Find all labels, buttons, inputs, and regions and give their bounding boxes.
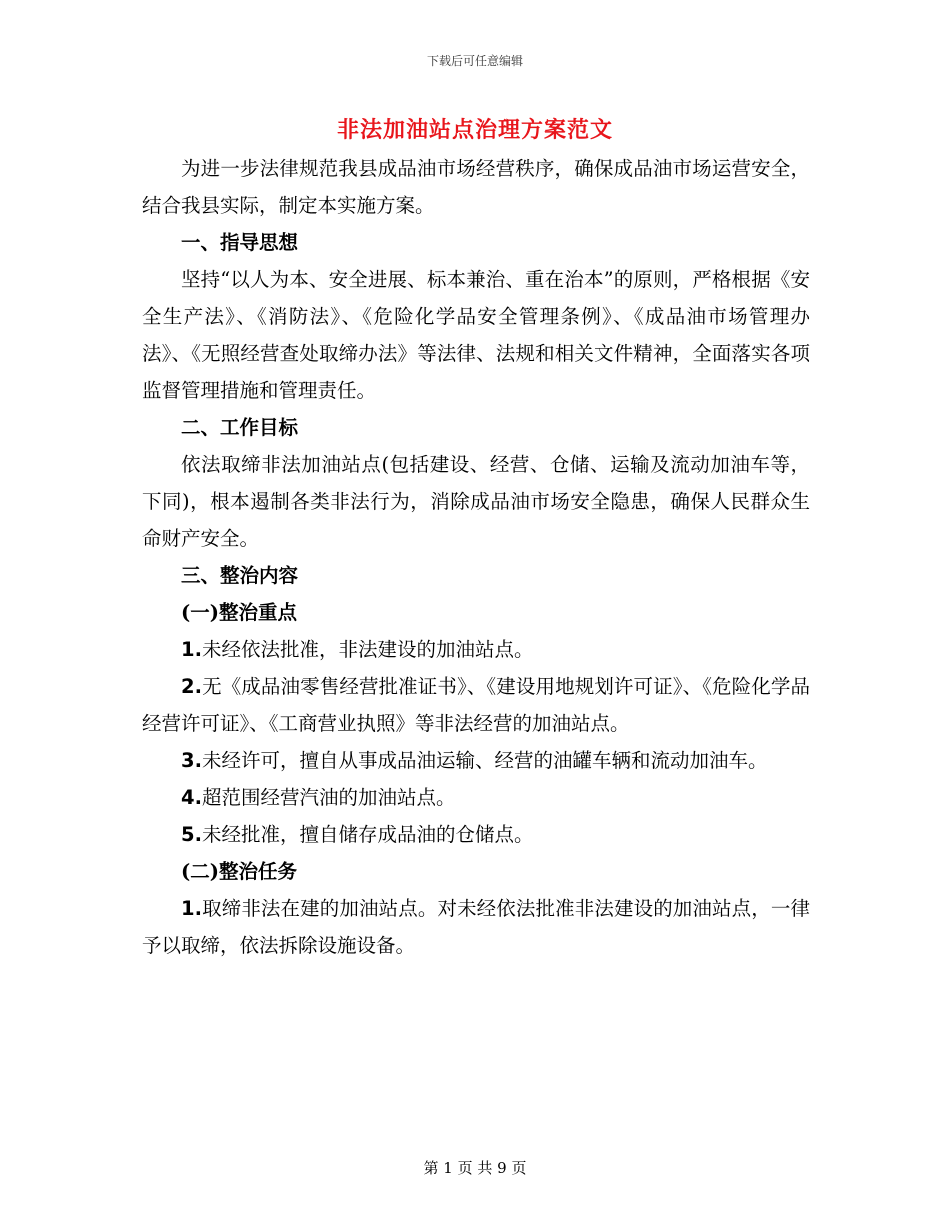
list-item-text: 未经批准，擅自储存成品油的仓储点。 [201, 823, 534, 846]
list-item-number: 5. [181, 823, 202, 846]
list-item-text: 未经许可，擅自从事成品油运输、经营的油罐车辆和流动加油车。 [201, 749, 768, 772]
intro-paragraph: 为进一步法律规范我县成品油市场经营秩序，确保成品油市场运营安全，结合我县实际，制定本实施方案。 [142, 157, 810, 217]
list-item [142, 742, 810, 779]
section-3-heading: 三、整治内容 [181, 564, 299, 587]
section-2-body: 依法取缔非法加油站点(包括建设、经营、仓储、运输及流动加油车等，下同)，根本遏制各类非法行为，消除成品油市场安全隐患，确保人民群众生命财产安全。 [142, 453, 810, 550]
list-item [142, 631, 810, 668]
list-item-number: 2. [181, 675, 202, 698]
list-item-text: 超范围经营汽油的加油站点。 [201, 786, 456, 809]
section-1-body: 坚持“以人为本、安全进展、标本兼治、重在治本”的原则，严格根据《安全生产法》、《消防法》、《危险化学品安全管理条例》、《成品油市场管理办法》、《无照经营查处取缔办法》等法律、法规和相关文件精神，全面落实各项监督管理措施和管理责任。 [142, 268, 810, 402]
section-2-heading: 二、工作目标 [181, 416, 299, 439]
document-title: 非法加油站点治理方案范文 [336, 117, 613, 143]
list-item-number: 1. [181, 638, 202, 661]
page-number: 第 1 页 共 9 页 [423, 1159, 527, 1177]
list-item-text: 无《成品油零售经营批准证书》、《建设用地规划许可证》、《危险化学品经营许可证》、《工商营业执照》等非法经营的加油站点。 [142, 675, 810, 735]
header-note: 下载后可任意编辑 [426, 54, 523, 68]
list-item [142, 668, 810, 742]
list-item-number: 4. [181, 786, 202, 809]
section-1-heading: 一、指导思想 [181, 231, 299, 254]
document-body [142, 150, 810, 964]
list-item-number: 3. [181, 749, 202, 772]
list-item-number: 1. [181, 897, 202, 920]
list-item-text: 未经依法批准，非法建设的加油站点。 [201, 638, 534, 661]
list-item [142, 779, 810, 816]
subsection-2-heading: (二)整治任务 [181, 860, 297, 883]
list-item [142, 816, 810, 853]
subsection-1-heading: (一)整治重点 [181, 601, 297, 624]
list-item-text: 取缔非法在建的加油站点。对未经依法批准非法建设的加油站点，一律予以取缔，依法拆除设施设备。 [142, 897, 810, 957]
list-item [142, 890, 810, 964]
